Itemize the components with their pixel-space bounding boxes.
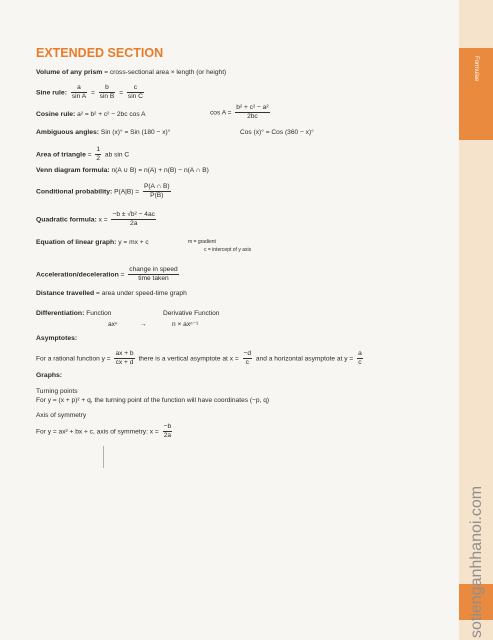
cosine-row [36,110,145,119]
asymptotes-heading [36,334,77,343]
section-title: EXTENDED SECTION [36,46,164,60]
area-half-fraction: $\frac{1}{2}$ [96,146,101,162]
graphs-label: Graphs: [36,372,63,379]
tp-text: For y = (x + p)² + q, the turning point of the function will have coordinates (−p, q) [36,397,270,404]
axis-heading: Axis of symmetry [36,412,87,419]
prism-formula: = cross-sectional area × length (or height) [104,69,227,76]
distance-formula: = area under speed-time graph [96,290,187,297]
ambiguous-cos: Cos (x)° = Cos (360 − x)° [240,129,314,136]
prism-label: Volume of any prism [36,69,103,76]
cosine-alt [210,104,272,121]
area-row [36,146,129,163]
quadratic-row [36,211,158,228]
sine-fraction-a: $\frac{a}{\text{sin A}}$ [71,84,87,100]
equals-sign: = [87,151,92,159]
ambiguous-sin: Sin (x)° = Sin (180 − x)° [100,129,171,136]
diff-col-function: Function [86,310,112,317]
asymptotes-p2: there is a vertical asymptote at x = [138,355,239,363]
graphs-heading [36,371,62,380]
accel-label: Acceleration/deceleration [36,271,119,279]
conditional-lhs: P(A|B) = [114,188,140,196]
margin-mark [103,446,104,468]
quadratic-label: Quadratic formula: [36,216,97,224]
axis-fraction: $\frac{-b}{2a}$ [163,423,172,439]
diff-fn: axⁿ [108,321,118,328]
quadratic-lhs: x = [98,216,108,224]
axis-row [36,423,174,440]
cosine-label: Cosine rule: [36,111,76,118]
sidebar-tab[interactable] [459,48,493,140]
diff-row [36,309,111,318]
area-label: Area of triangle [36,151,86,159]
diff-col-derivative: Derivative Function [163,310,220,317]
prism-row [36,68,226,77]
distance-label: Distance travelled [36,290,95,297]
diff-derivative: n × axⁿ⁻¹ [172,321,199,328]
sine-label: Sine rule: [36,89,67,97]
linear-m-note: m = gradient [188,239,216,245]
venn-label: Venn diagram formula: [36,167,110,174]
diff-label: Differentiation: [36,310,85,317]
conditional-fraction: $\frac{P(A \cap B)}{P(B)}$ [143,183,170,199]
sine-fraction-b: $\frac{b}{\text{sin B}}$ [99,84,115,100]
linear-c-note: c = intercept of y axis [204,247,252,253]
quadratic-fraction: $\frac{\text{−b ± √b² − 4ac}}{2a}$ [112,211,155,227]
ambiguous-row [36,128,170,137]
sidebar-tab-label: Formulae [473,56,479,82]
asymptotes-p3: and a horizontal asymptote at y = [255,355,354,363]
equals-sign: = [90,89,95,97]
rational-fraction: $\frac{ax + b}{cx + d}$ [115,350,134,366]
axis-text: For y = ax² + bx + c, axis of symmetry: x = [36,428,159,436]
accel-row [36,266,181,283]
sine-row [36,84,146,101]
linear-row [36,238,149,247]
tp-heading: Turning points [36,388,78,395]
linear-label: Equation of linear graph: [36,239,117,246]
conditional-row [36,183,173,200]
vertical-asymptote-fraction: $\frac{-d}{c}$ [243,350,252,366]
sine-fraction-c: $\frac{c}{\text{sin C}}$ [127,84,143,100]
cosine-alt-fraction: $\frac{\text{b² + c² − a²}}{2bc}$ [236,104,269,120]
asymptotes-row [36,350,365,367]
asymptotes-label: Asymptotes: [36,335,78,342]
area-rest: ab sin C [104,151,130,159]
cosine-alt-lhs: cos A = [210,109,232,117]
venn-row [36,166,209,175]
accel-fraction: $\frac{\text{change in speed}}{\text{time taken}}$ [129,266,178,282]
venn-formula: n(A ∪ B) = n(A) + n(B) − n(A ∩ B) [111,167,209,174]
distance-row [36,289,187,298]
equals-sign: = [120,271,125,279]
equals-sign: = [119,89,124,97]
watermark-text: sotienganhhanoi.com [468,485,485,638]
cosine-formula: a² = b² + c² − 2bc cos A [77,111,146,118]
arrow-icon: → [140,321,147,328]
conditional-label: Conditional probability: [36,188,113,196]
ambiguous-label: Ambiguous angles: [36,129,100,136]
horizontal-asymptote-fraction: $\frac{a}{c}$ [358,350,362,366]
asymptotes-p1: For a rational function y = [36,355,111,363]
linear-formula: y = mx + c [118,239,149,246]
